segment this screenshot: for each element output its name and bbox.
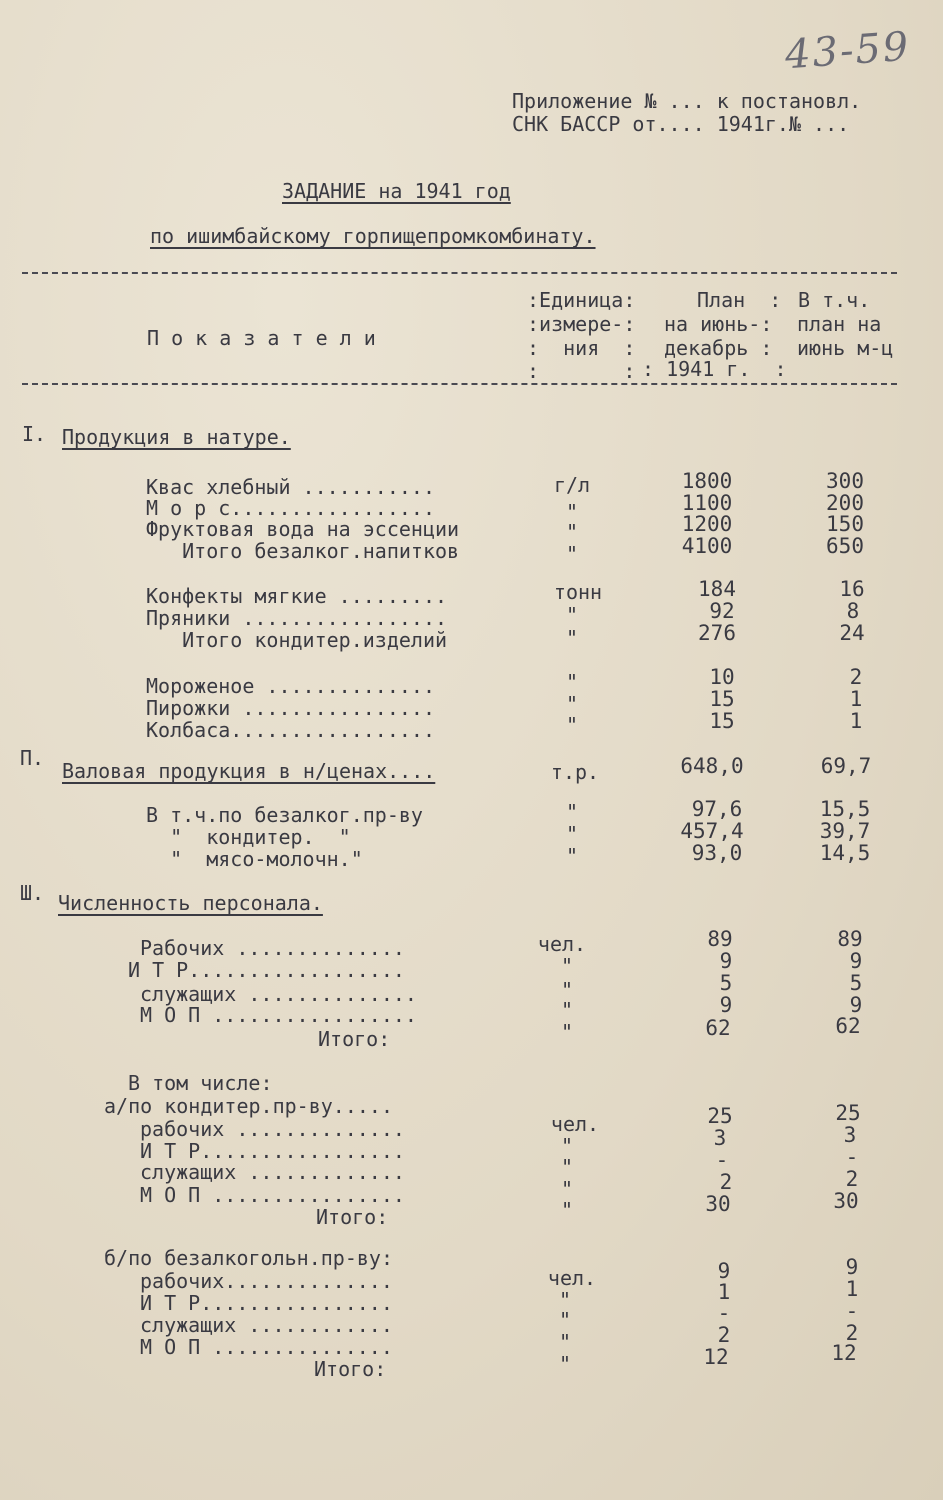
row-plan: 1 bbox=[717, 1280, 731, 1304]
row-month: 200 bbox=[826, 491, 864, 515]
row-unit: " bbox=[565, 670, 579, 694]
total-label: Итого: bbox=[316, 1205, 389, 1229]
header-line-1: Приложение № ... к постановл. bbox=[512, 89, 862, 113]
document-subtitle: по ишимбайскому горпищепромкомбинату. bbox=[150, 224, 596, 248]
row-unit: чел. bbox=[537, 932, 587, 956]
row-month: 300 bbox=[826, 469, 864, 493]
subsection-b-title: б/по безалкогольн.пр-ву: bbox=[104, 1246, 393, 1270]
row-month: 8 bbox=[846, 599, 860, 623]
row-month: 2 bbox=[849, 665, 863, 689]
row-label: М О П ................ bbox=[140, 1183, 405, 1207]
row-label: И Т Р................. bbox=[140, 1139, 405, 1163]
row-unit: " bbox=[565, 800, 579, 824]
row-label: служащих ............. bbox=[140, 1160, 405, 1184]
row-plan: 276 bbox=[698, 621, 736, 645]
section-3-number: Ш. bbox=[20, 881, 45, 905]
row-unit: " bbox=[560, 1020, 574, 1044]
row-month: 9 bbox=[845, 1255, 859, 1279]
row-plan: 1200 bbox=[681, 512, 733, 536]
row-label: " кондитер. " bbox=[146, 825, 351, 849]
column-header-unit-3: : ния : bbox=[527, 336, 636, 360]
row-plan: 92 bbox=[709, 599, 735, 623]
row-plan: 5 bbox=[719, 971, 733, 995]
row-label: Пряники ................. bbox=[146, 606, 448, 630]
row-month: 25 bbox=[835, 1101, 861, 1125]
row-plan: 3 bbox=[713, 1126, 727, 1150]
section-1-title: Продукция в натуре. bbox=[62, 425, 291, 449]
subsection-a-title: а/по кондитер.пр-ву..... bbox=[104, 1094, 393, 1118]
row-plan: 9 bbox=[719, 993, 733, 1017]
row-month: 16 bbox=[839, 577, 865, 601]
row-label: служащих ............ bbox=[140, 1313, 393, 1337]
row-month: 1 bbox=[845, 1277, 859, 1301]
row-plan: 2 bbox=[717, 1323, 731, 1347]
row-label: Колбаса................. bbox=[146, 718, 435, 742]
row-plan: 4100 bbox=[681, 534, 733, 558]
total-label: Итого: bbox=[314, 1357, 387, 1381]
row-label: И Т Р.................. bbox=[128, 958, 405, 982]
row-label: рабочих.............. bbox=[140, 1269, 393, 1293]
section-2-number: П. bbox=[20, 746, 45, 770]
row-month: 2 bbox=[845, 1167, 859, 1191]
column-header-plan-4: : 1941 г. : bbox=[642, 357, 787, 381]
row-unit: " bbox=[560, 954, 574, 978]
row-label: Конфекты мягкие ......... bbox=[146, 584, 448, 608]
row-label: " мясо-молочн." bbox=[146, 847, 363, 871]
row-month: 1 bbox=[849, 687, 863, 711]
row-plan: - bbox=[715, 1148, 729, 1172]
row-label: служащих .............. bbox=[140, 982, 417, 1006]
row-month: - bbox=[845, 1145, 859, 1169]
section-2-unit: т.р. bbox=[550, 760, 600, 784]
row-unit: " bbox=[565, 844, 579, 868]
row-month: 15,5 bbox=[819, 797, 871, 821]
row-plan: 184 bbox=[698, 577, 736, 601]
row-unit: тонн bbox=[553, 580, 603, 604]
row-month: 14,5 bbox=[819, 841, 871, 865]
row-label: М О П ............... bbox=[140, 1335, 393, 1359]
row-unit: " bbox=[560, 1134, 574, 1158]
row-label: Итого безалког.напитков bbox=[146, 539, 460, 563]
row-plan: 9 bbox=[717, 1259, 731, 1283]
column-header-month-3: июнь м-ц bbox=[797, 336, 894, 360]
column-header-month-1: В т.ч. bbox=[798, 288, 871, 312]
row-plan: 97,6 bbox=[691, 797, 743, 821]
row-plan: 93,0 bbox=[691, 841, 743, 865]
row-unit: " bbox=[565, 542, 579, 566]
column-header-plan-2: на июнь-: bbox=[664, 312, 773, 336]
row-label: Квас хлебный ........... bbox=[146, 475, 435, 499]
row-month: 9 bbox=[849, 949, 863, 973]
row-label: Пирожки ................ bbox=[146, 696, 435, 720]
row-plan: 1800 bbox=[681, 469, 733, 493]
row-month: 3 bbox=[843, 1123, 857, 1147]
column-header-plan-3: декабрь : bbox=[664, 336, 773, 360]
column-header-unit-1: :Единица: bbox=[527, 288, 636, 312]
row-plan: 12 bbox=[703, 1345, 729, 1369]
row-plan: 15 bbox=[709, 687, 735, 711]
section-2-month: 69,7 bbox=[820, 754, 872, 778]
row-plan: - bbox=[717, 1301, 731, 1325]
row-unit: " bbox=[565, 603, 579, 627]
row-plan: 25 bbox=[707, 1104, 733, 1128]
row-month: 9 bbox=[849, 993, 863, 1017]
row-unit: " bbox=[558, 1288, 572, 1312]
row-label: Рабочих .............. bbox=[140, 936, 405, 960]
row-month: 89 bbox=[837, 927, 863, 951]
row-month: 5 bbox=[849, 971, 863, 995]
row-label: М О П ................. bbox=[140, 1003, 417, 1027]
row-plan: 1100 bbox=[681, 491, 733, 515]
row-plan: 457,4 bbox=[680, 819, 744, 843]
row-month: 30 bbox=[833, 1189, 859, 1213]
row-unit: " bbox=[560, 1177, 574, 1201]
row-label: Фруктовая вода на эссенции bbox=[146, 517, 460, 541]
column-header-indicators: П о к а з а т е л и bbox=[147, 326, 376, 350]
section-2-title: Валовая продукция в н/ценах.... bbox=[62, 759, 436, 783]
row-month: 62 bbox=[835, 1014, 861, 1038]
row-unit: " bbox=[565, 500, 579, 524]
row-month: 24 bbox=[839, 621, 865, 645]
row-plan: 89 bbox=[707, 927, 733, 951]
row-label: Итого кондитер.изделий bbox=[146, 628, 448, 652]
column-header-unit-4: : : bbox=[527, 359, 636, 383]
section-3-title: Численность персонала. bbox=[58, 891, 323, 915]
table-top-rule bbox=[22, 272, 897, 274]
row-unit: " bbox=[565, 626, 579, 650]
document-title: ЗАДАНИЕ на 1941 год bbox=[282, 179, 511, 203]
row-unit: " bbox=[558, 1352, 572, 1376]
row-plan: 30 bbox=[705, 1192, 731, 1216]
row-month: 2 bbox=[845, 1321, 859, 1345]
row-unit: " bbox=[565, 713, 579, 737]
row-unit: " bbox=[560, 978, 574, 1002]
row-unit: " bbox=[560, 1155, 574, 1179]
row-month: 39,7 bbox=[819, 819, 871, 843]
row-month: 1 bbox=[849, 709, 863, 733]
row-unit: чел. bbox=[550, 1112, 600, 1136]
row-label: И Т Р................ bbox=[140, 1291, 393, 1315]
column-header-month-2: план на bbox=[797, 312, 882, 336]
row-unit: г/л bbox=[553, 473, 591, 497]
column-header-plan-1: План : bbox=[697, 288, 782, 312]
row-plan: 15 bbox=[709, 709, 735, 733]
row-plan: 62 bbox=[705, 1016, 731, 1040]
row-unit: " bbox=[565, 822, 579, 846]
row-plan: 9 bbox=[719, 949, 733, 973]
row-unit: " bbox=[558, 1330, 572, 1354]
row-unit: " bbox=[558, 1308, 572, 1332]
row-unit: " bbox=[560, 1198, 574, 1222]
section-2-plan: 648,0 bbox=[680, 754, 744, 778]
row-plan: 2 bbox=[719, 1170, 733, 1194]
row-month: 650 bbox=[826, 534, 864, 558]
row-label: рабочих .............. bbox=[140, 1117, 405, 1141]
row-unit: чел. bbox=[547, 1266, 597, 1290]
row-plan: 10 bbox=[709, 665, 735, 689]
header-line-2: СНК БАССР от.... 1941г.№ ... bbox=[512, 112, 850, 136]
row-unit: " bbox=[560, 998, 574, 1022]
row-month: 150 bbox=[826, 512, 864, 536]
row-label: Мороженое .............. bbox=[146, 674, 435, 698]
row-label: М о р с................. bbox=[146, 496, 435, 520]
section-1-number: I. bbox=[22, 422, 47, 446]
row-unit: " bbox=[565, 520, 579, 544]
row-label: В т.ч.по безалког.пр-ву bbox=[146, 803, 423, 827]
row-month: 12 bbox=[831, 1341, 857, 1365]
column-header-unit-2: :измере-: bbox=[527, 312, 636, 336]
total-label: Итого: bbox=[318, 1027, 391, 1051]
row-month: - bbox=[845, 1299, 859, 1323]
archive-page-number: 43-59 bbox=[783, 23, 912, 79]
subsection-intro: В том числе: bbox=[128, 1071, 273, 1095]
row-unit: " bbox=[565, 692, 579, 716]
table-header-rule bbox=[22, 383, 897, 385]
